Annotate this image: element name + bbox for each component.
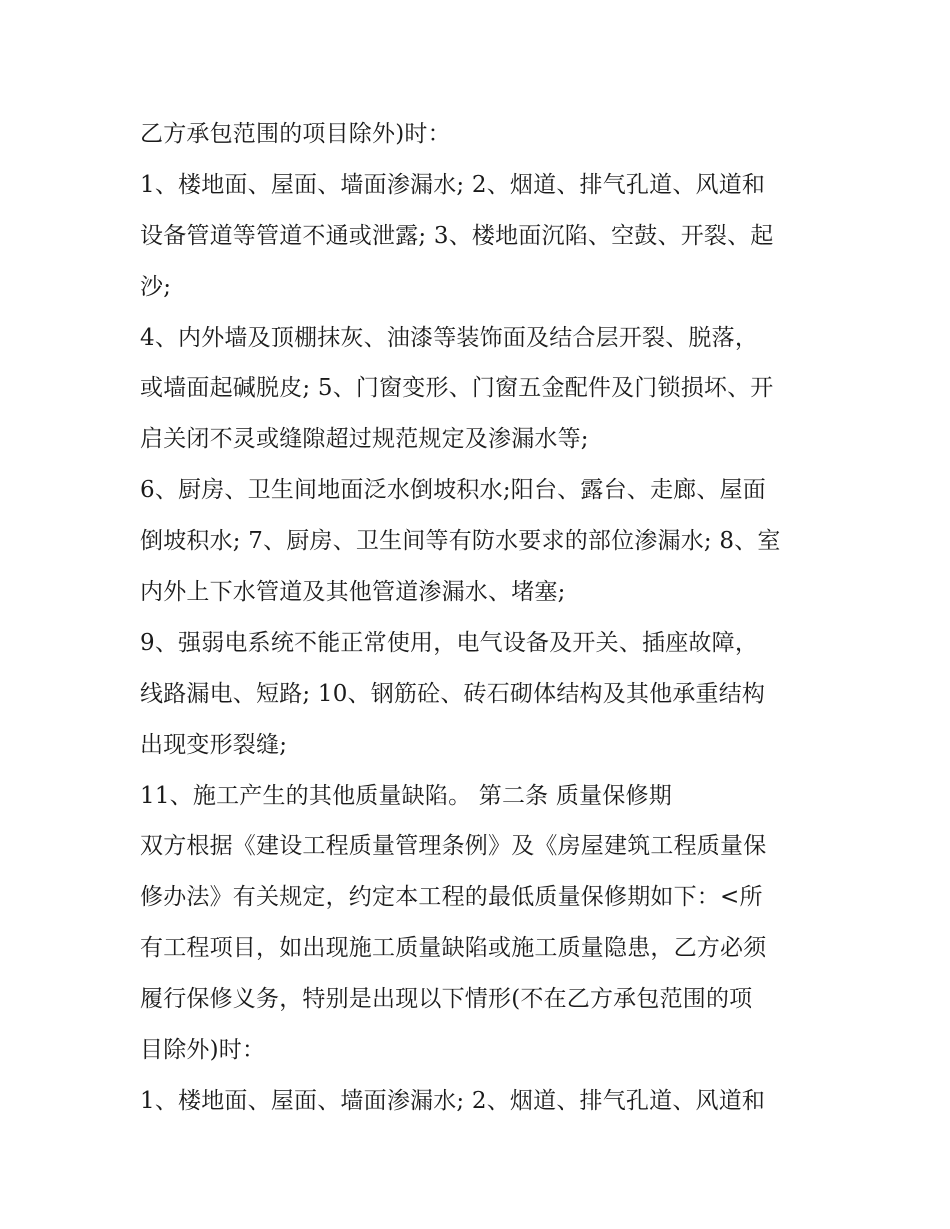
text-line: 1、楼地面、屋面、墙面渗漏水; 2、烟道、排气孔道、风道和: [140, 171, 766, 198]
text-line: 6、厨房、卫生间地面泛水倒坡积水;阳台、露台、走廊、屋面: [140, 477, 766, 504]
text-line: 4、内外墙及顶棚抹灰、油漆等装饰面及结合层开裂、脱落，: [140, 324, 759, 351]
document-body: [140, 109, 820, 1127]
text-line: 乙方承包范围的项目除外)时：: [140, 121, 451, 147]
text-line: 启关闭不灵或缝隙超过规范规定及渗漏水等;: [140, 426, 589, 453]
text-line: 出现变形裂缝;: [140, 731, 288, 758]
text-line: 目除外)时：: [140, 1037, 266, 1064]
text-line: 9、强弱电系统不能正常使用，电气设备及开关、插座故障，: [140, 629, 759, 656]
text-line: 修办法》有关规定，约定本工程的最低质量保修期如下：<所: [140, 884, 763, 911]
text-line: 11、施工产生的其他质量缺陷。 第二条 质量保修期: [140, 782, 672, 809]
text-line: 履行保修义务，特别是出现以下情形(不在乙方承包范围的项: [140, 986, 753, 1013]
text-line: 或墙面起碱脱皮; 5、门窗变形、门窗五金配件及门锁损坏、开: [140, 375, 774, 402]
text-line: 线路漏电、短路; 10、钢筋砼、砖石砌体结构及其他承重结构: [140, 680, 766, 707]
text-line: 沙;: [140, 273, 172, 300]
text-line: 双方根据《建设工程质量管理条例》及《房屋建筑工程质量保: [140, 833, 767, 860]
text-line: 内外上下水管道及其他管道渗漏水、堵塞;: [140, 579, 566, 606]
text-line: 设备管道等管道不通或泄露; 3、楼地面沉陷、空鼓、开裂、起: [140, 222, 774, 249]
text-line: 倒坡积水; 7、厨房、卫生间等有防水要求的部位渗漏水; 8、室: [140, 528, 781, 555]
text-line: 1、楼地面、屋面、墙面渗漏水; 2、烟道、排气孔道、风道和: [140, 1087, 766, 1114]
text-line: 有工程项目，如出现施工质量缺陷或施工质量隐患，乙方必须: [140, 935, 767, 962]
